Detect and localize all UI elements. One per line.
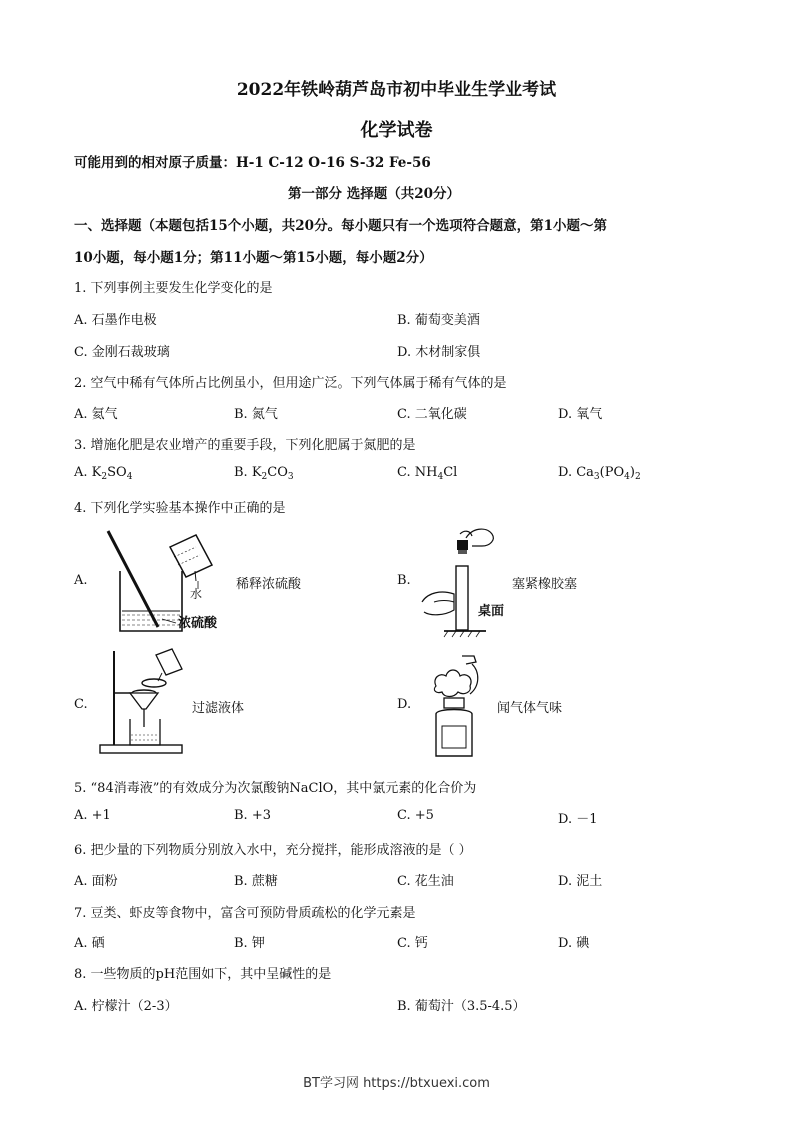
q3-c-sub1: 4 [437, 472, 444, 482]
q7-option-a[interactable]: A. 硒 [74, 936, 105, 951]
q7-option-c[interactable]: C. 钙 [397, 936, 428, 951]
q4-option-a-label[interactable]: A. [74, 573, 88, 588]
part-one-heading: 第一部分 选择题（共20分） [288, 186, 460, 202]
q3-d-sub1: 3 [593, 472, 600, 482]
q3-b-sub2: 3 [287, 472, 294, 482]
exam-title: 2022年铁岭葫芦岛市初中毕业生学业考试 [236, 80, 557, 100]
exam-subtitle: 化学试卷 [360, 120, 433, 141]
q3-d-sub3: 2 [634, 472, 641, 482]
section-instruction-1: 一、选择题（本题包括15个小题，共20分。每小题只有一个选项符合题意，第1小题～第 [74, 218, 607, 234]
q3-a-mid: SO [107, 465, 127, 480]
q6-option-d[interactable]: D. 泥土 [558, 874, 603, 889]
q1-option-b[interactable]: B. 葡萄变美酒 [397, 313, 480, 328]
q1-option-a[interactable]: A. 石墨作电极 [74, 313, 157, 328]
q4-figure-c [96, 647, 186, 759]
q1-option-d[interactable]: D. 木材制家俱 [397, 345, 481, 360]
atomic-masses: 可能用到的相对原子质量：H-1 C-12 O-16 S-32 Fe-56 [74, 155, 431, 171]
section-instruction-2: 10小题，每小题1分；第11小题～第15小题，每小题2分） [74, 250, 433, 266]
q4-a-water-label: 水 [190, 587, 203, 601]
q2-option-a[interactable]: A. 氦气 [74, 407, 118, 422]
q3-b-sub1: 2 [261, 472, 268, 482]
q8-option-b[interactable]: B. 葡萄汁（3.5-4.5） [397, 999, 526, 1014]
q3-c-text: C. NH [397, 465, 438, 480]
q4-figure-d [422, 650, 498, 760]
q3-d-mid: (PO [599, 465, 625, 480]
q3-a-sub1: 2 [101, 472, 108, 482]
q1-option-c[interactable]: C. 金刚石裁玻璃 [74, 345, 170, 360]
q3-d-sub2: 4 [624, 472, 630, 482]
q1-stem: 1. 下列事例主要发生化学变化的是 [74, 281, 273, 296]
q2-option-b[interactable]: B. 氮气 [234, 407, 278, 422]
q4-b-table-label: 桌面 [478, 604, 505, 619]
q3-a-text: A. K [74, 465, 102, 480]
q4-b-caption: 塞紧橡胶塞 [512, 577, 578, 592]
q2-option-c[interactable]: C. 二氧化碳 [397, 407, 467, 422]
q8-option-a[interactable]: A. 柠檬汁（2-3） [74, 999, 178, 1014]
q3-d-text: D. Ca [558, 465, 594, 480]
q7-option-d[interactable]: D. 碘 [558, 936, 590, 951]
q5-option-c[interactable]: C. +5 [397, 808, 434, 823]
q3-option-d[interactable] [558, 465, 641, 482]
q5-option-a[interactable]: A. +1 [74, 808, 111, 823]
q2-option-d[interactable]: D. 氧气 [558, 407, 603, 422]
filtration-setup-illustration [96, 647, 186, 759]
q6-stem: 6. 把少量的下列物质分别放入水中，充分搅拌，能形成溶液的是（ ） [74, 843, 472, 858]
q7-option-b[interactable]: B. 钾 [234, 936, 265, 951]
q7-stem: 7. 豆类、虾皮等食物中，富含可预防骨质疏松的化学元素是 [74, 906, 416, 921]
q3-b-text: B. K [234, 465, 262, 480]
test-tube-stopper-illustration [420, 520, 500, 638]
q3-option-c[interactable] [397, 465, 457, 482]
q4-option-b-label[interactable]: B. [397, 573, 411, 588]
q3-d-end: ) [629, 465, 635, 480]
q4-d-caption: 闻气体气味 [497, 701, 563, 716]
q4-c-caption: 过滤液体 [192, 701, 245, 716]
q5-stem: 5. “84消毒液”的有效成分为次氯酸钠NaClO，其中氯元素的化合价为 [74, 781, 477, 796]
q2-stem: 2. 空气中稀有气体所占比例虽小，但用途广泛。下列气体属于稀有气体的是 [74, 376, 507, 391]
q4-option-c-label[interactable]: C. [74, 697, 88, 712]
q4-stem: 4. 下列化学实验基本操作中正确的是 [74, 501, 286, 516]
q4-figure-b [420, 520, 500, 638]
q3-option-a[interactable] [74, 465, 132, 482]
site-footer: BT学习网 https://btxuexi.com [303, 1076, 490, 1091]
gas-bottle-illustration [422, 650, 498, 760]
q5-option-d[interactable]: D. －1 [558, 812, 598, 827]
q3-a-sub2: 4 [126, 472, 133, 482]
q3-b-mid: CO [267, 465, 288, 480]
q6-option-a[interactable]: A. 面粉 [74, 874, 118, 889]
q6-option-b[interactable]: B. 蔗糖 [234, 874, 278, 889]
q4-a-caption: 稀释浓硫酸 [236, 577, 302, 592]
q6-option-c[interactable]: C. 花生油 [397, 874, 454, 889]
q4-option-d-label[interactable]: D. [397, 697, 412, 712]
q4-a-acid-label: 浓硫酸 [178, 616, 218, 631]
q3-c-mid: Cl [443, 465, 458, 480]
q8-stem: 8. 一些物质的pH范围如下，其中呈碱性的是 [74, 967, 332, 982]
q3-option-b[interactable] [234, 465, 294, 482]
q3-stem: 3. 增施化肥是农业增产的重要手段，下列化肥属于氮肥的是 [74, 438, 416, 453]
q5-option-b[interactable]: B. +3 [234, 808, 271, 823]
